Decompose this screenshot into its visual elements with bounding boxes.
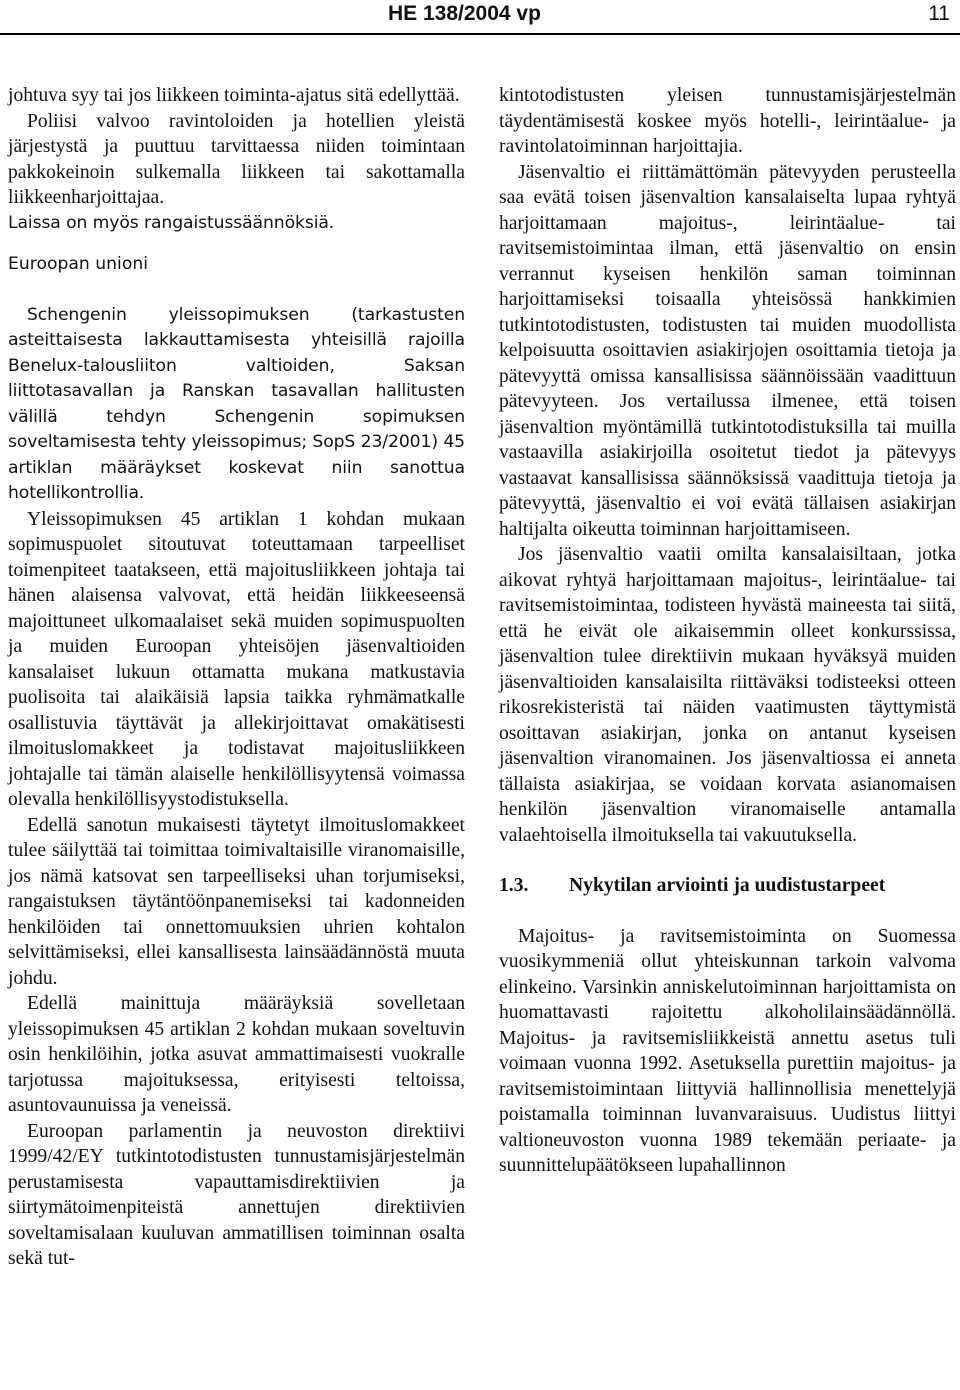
paragraph: Laissa on myös rangaistussäännöksiä. xyxy=(8,212,335,233)
paragraph: Edellä sanotun mukaisesti täytetyt ilmoituslomakkeet tulee säilyttää tai toimittaa toimivaltaisille viranomaisille, jos nämä katsovat sen tarpeelliseksi uhan torjumiseksi, rangaistuksen täytäntöönpanemiseksi tai kadonneiden henkilöiden tai onnettomuuksien uhrien kohtalon selvittämiseksi, ellei kansallisesta lainsäädännöstä muuta johdu. xyxy=(8,814,465,989)
section-number: 1.3. xyxy=(499,875,529,896)
page-number: 11 xyxy=(928,2,950,25)
paragraph: johtuva syy tai jos liikkeen toiminta-ajatus sitä edellyttää. xyxy=(8,85,460,106)
paragraph: Jäsenvaltio ei riittämättömän pätevyyden perusteella saa evätä toisen jäsenvaltion kansalaiselta lupaa ryhtyä harjoittamaan majoitus-, leirintäalue- tai ravitsemistoimintaa ilman, että jäsenvaltio on ensin verrannut kyseisen henkilön saman toiminnan harjoittamiseksi toisaalla yhteisössä hankkimien tutkintotodistusten, todistusten tai muiden muodollista kelpoisuutta osoittavien asiakirjojen osoittamia tietoja ja pätevyyttä omissa kansallisissa säännöissään vaadittuun pätevyyteen. Jos vertailussa ilmenee, että toisen jäsenvaltion myöntämillä tutkintotodistuksilla tai muilla vastaavilla asiakirjoilla osoitetut tiedot ja pätevyys vastaavat kansallisissa säännöksissä vaadittuja tietoja ja pätevyyttä, jäsenvaltio ei voi evätä tällaisen asiakirjan haltijalta oikeutta toiminnan harjoittamiseen. xyxy=(499,161,956,540)
paragraph: Euroopan parlamentin ja neuvoston direktiivi 1999/42/EY tutkintotodistusten tunnustamisjärjestelmän perustamisesta vapauttamisdirektiivien ja siirtymätoimenpiteistä annettujen direktiivien soveltamisalaan kuuluvan ammatillisen toiminnan osalta sekä tut- xyxy=(8,1120,465,1269)
paragraph: Majoitus- ja ravitsemistoiminta on Suomessa vuosikymmeniä ollut yhteiskunnan tarkoin valvoma elinkeino. Varsinkin anniskelutoiminnan harjoittamista on huomattavasti rajoitettu alkoholilainsäädännöllä. Majoitus- ja ravitsemisliikkeistä annettu asetus tuli voimaan vuonna 1992. Asetuksella purettiin majoitus- ja ravitsemistoimintaan liittyviä hallinnollisia menettelyjä poistamalla toiminnan luvanvaraisuus. Uudistus liittyi valtioneuvoston vuonna 1989 tekemään periaate- ja suunnittelupäätökseen lupahallinnon xyxy=(499,925,956,1176)
paragraph: Yleissopimuksen 45 artiklan 1 kohdan mukaan sopimuspuolet sitoutuvat toteuttamaan tarpeelliset toimenpiteet taatakseen, että majoitusliikkeen johtaja tai hänen alaisensa valvovat, että heidän liikkeeseensä majoittuneet ulkomaalaiset sekä muiden sopimuspuolten ja muiden Euroopan yhteisöjen jäsenvaltioiden kansalaiset lukuun ottamatta mukana matkustavia puolisoita tai alaikäisiä lapsia taikka ryhmämatkalle osallistuvia täyttävät ja allekirjoittavat omakätisesti ilmoituslomakkeet ja todistavat majoitusliikkeen johtajalle tai tämän alaiselle henkilöllisyytensä voimassa olevalla henkilöllisyystodistuksella. xyxy=(8,508,465,810)
document-id: HE 138/2004 vp xyxy=(388,2,541,25)
header-rule xyxy=(0,33,960,35)
right-column xyxy=(499,83,956,1179)
paragraph: Poliisi valvoo ravintoloiden ja hotellien yleistä järjestystä ja puuttuu tarvittaessa niiden toimintaan pakkokeinoin sulkemalla liikkeen tai sakottamalla liikkeenharjoittajaa. xyxy=(8,110,465,208)
section-title: Nykytilan arviointi ja uudistustarpeet xyxy=(569,875,886,896)
running-header xyxy=(0,0,960,34)
left-column xyxy=(8,83,465,1272)
paragraph: Jos jäsenvaltio vaatii omilta kansalaisiltaan, jotka aikovat ryhtyä harjoittamaan majoitus-, leirintäalue- tai ravitsemistoimintaa, todisteen hyvästä maineesta tai siitä, että he eivät ole aikaisemmin olleet konkurssissa, jäsenvaltion tulee direktiivin mukaan hyväksyä muiden jäsenvaltioiden kansalaisilta riittäväksi todisteeksi otteen rikosrekisteristä tai näiden vaatimusten täyttymistä osoittavan asiakirjan, jonka on antanut kyseisen jäsenvaltion viranomainen. Jos jäsenvaltiossa ei anneta tällaista asiakirjaa, se voidaan korvata asianomaisen henkilön jäsenvaltion viranomaiselle antamalla valaehtoisella ilmoituksella tai vakuutuksella. xyxy=(499,544,956,846)
paragraph: Edellä mainittuja määräyksiä sovelletaan yleissopimuksen 45 artiklan 2 kohdan mukaan soveltuvin osin henkilöihin, jotka asuvat ammattimaisesti vuokralle tarjotussa majoituksessa, erityisesti teltoissa, asuntovaunuissa ja veneissä. xyxy=(8,993,465,1116)
paragraph: kintotodistusten yleisen tunnustamisjärjestelmän täydentämisestä koskee myös hotelli-, leirintäalue- ja ravintolatoiminnan harjoittajia. xyxy=(499,85,956,157)
paragraph: Schengenin yleissopimuksen (tarkastusten asteittaisesta lakkauttamisesta yhteisillä rajoilla Benelux-talousliiton valtioiden, Saksan liittotasavallan ja Ranskan tasavallan hallitusten välillä tehdyn Schengenin sopimuksen soveltamisesta tehty yleissopimus; SopS 23/2001) 45 artiklan määräykset koskevat niin sanottua hotellikontrollia. xyxy=(8,304,465,503)
subheading-euroopan-unioni: Euroopan unioni xyxy=(8,254,149,274)
section-heading xyxy=(499,873,956,899)
